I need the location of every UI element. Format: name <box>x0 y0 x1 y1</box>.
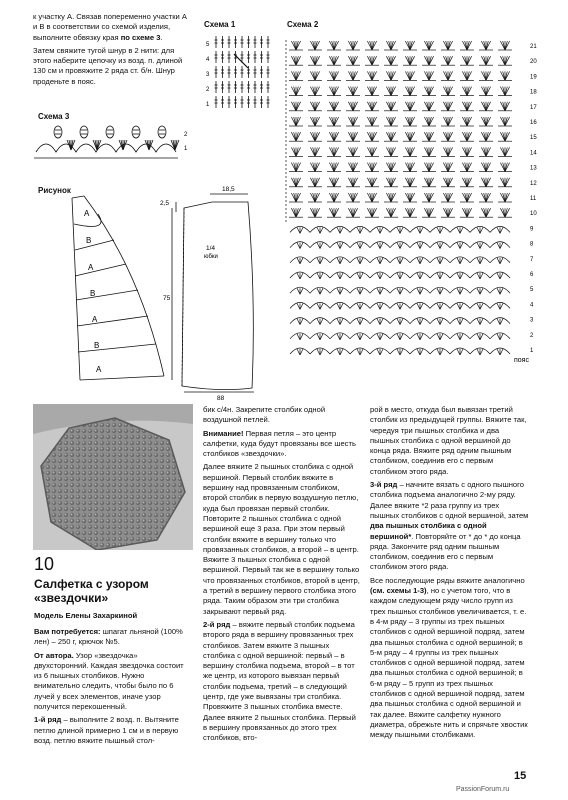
quarter-pattern-outline <box>182 202 253 390</box>
intro-paragraph: к участку А. Связав попеременно участки А и В в соответствии со схемой изделия, выполните обвязку края по схеме 3. <box>33 12 187 42</box>
panel-segment-label: А <box>84 209 90 218</box>
scheme2-row-number: 11 <box>530 196 537 202</box>
column-2: бик с/4н. Закрепите столбик одной воздушной петлей. Внимание! Первая петля – это центр салфетки, куда будут провязаны все шесть столбиков «звездочки». Далее вяжите 2 пышных столбика с одной вершиной. Первый столбик вяжите в вершину над провязанным столбиком, второй столбик в первую воздушную петлю, куда был провязан первый столбик. Повторите 2 пышных столбика с одной вершиной еще 3 раза. При этом первый столбик вяжите в вершину только что провязанных столбиков, а второй – в центр. Вяжите 3 пышных столбика с одной вершиной. Первый так же в вершину только что провязанных столбиков, второй в центр, а третий в вершину первого столбика этого ряда. Таким образом эти три столбика закрывают первый ряд. 2-й ряд – вяжите первый столбик подъема второго ряда в вершину провязанных трех столбиков. Затем вяжите 3 пышных столбика с одной вершиной: первый – в вершину столбика подъема, второй – в тот же центр, из которого вывязан первый столбик подъема, третий – в следующий центр, где уже вывязаны три столбика. Провяжите 3 пышных столбика вместе. Далее вяжите 2 пышных столбика. Первый в вершину провязанных до этого трех столбиков, вто- <box>203 405 360 743</box>
scheme3-row-number: 2 <box>184 132 188 138</box>
section-number: 10 <box>34 554 55 574</box>
dim-side: 2,5 <box>160 200 170 207</box>
top-text-block <box>33 12 191 90</box>
column-1: Вам потребуется: шпагат льняной (100% лен) – 250 г, крючок №5. От автора. Узор «звездочка» двухсторонний. Каждая звездочка состоит из 6 пышных столбиков. Нужно внимательно следить, чтобы было по 6 лучей у всех элементов, иначе узор получится перекошенный. 1-й ряд – выполните 2 возд. п. Вытяните петлю длиной примерно 1 см и в первую возд. петлю вяжите пышный стол- <box>34 627 184 745</box>
scheme2-row-number: 12 <box>530 180 537 187</box>
scheme2-label: Схема 2 <box>287 20 319 29</box>
panel-bottom-edge <box>80 376 164 380</box>
panel-segment-label: А <box>92 315 98 324</box>
skirt-word: юбки <box>204 254 218 260</box>
section-author: Модель Елены Захаркиной <box>34 611 138 620</box>
scheme2-row-number: 5 <box>530 287 534 294</box>
quarter-fraction: 1/4 <box>206 245 216 252</box>
scheme1-row-number: 1 <box>206 102 210 108</box>
scheme2-row-number: 16 <box>530 120 537 126</box>
scheme1-row-number: 2 <box>206 87 210 93</box>
scheme2-diagram <box>282 32 544 372</box>
scheme2-row-number: 21 <box>530 44 537 50</box>
scheme2-row-number: 14 <box>530 150 537 157</box>
scheme2-row-number: 10 <box>530 211 537 218</box>
panel-segment-label: В <box>86 236 92 245</box>
footer-site: PassionForum.ru <box>456 786 510 793</box>
doily-photo <box>33 404 193 550</box>
panel-segment-label: В <box>94 341 100 350</box>
panel-segment-label: А <box>88 263 94 272</box>
scheme2-row-number: 7 <box>530 256 534 263</box>
scheme2-row-number: 9 <box>530 226 534 233</box>
scheme3-label: Схема 3 <box>38 112 70 121</box>
dim-bottom: 88 <box>217 395 225 400</box>
cord-paragraph: Затем свяжите тугой шнур в 2 нити: для этого наберите цепочку из возд. п. длиной 130 см и провяжите 2 ряда ст. б/н. Шнур проденьте в пояс. <box>33 45 183 86</box>
scheme3-diagram <box>34 122 194 166</box>
scheme2-row-number: 20 <box>530 59 537 66</box>
scheme2-row-number: 18 <box>530 89 537 96</box>
skirt-drawing <box>60 180 280 400</box>
column-3: рой в место, откуда был вывязан третий столбик из предыдущей группы. Вяжите так, чередуя три пышных столбика и два пышных столбика с одной вершиной до конца ряда. Вяжите ряд одним пышным столбиком, соединив его с первым столбиком этого ряда. 3-й ряд – начните вязать с одного пышного столбика подъема аналогично 2-му ряду. Далее вяжите *2 раза группу из трех пышных столбиков с одной вершиной, затем два пышных столбика с одной вершиной*. Повторяйте от * до * до конца ряда. Закончите ряд одним пышным столбиком, соединив его с первым столбиком этого ряда. Все последующие ряды вяжите аналогично (см. схемы 1-3), но с учетом того, что в каждом следующем ряду число групп из трех пышных столбиков увеличивается, т. е. в 4-м ряду – 3 группы из трех пышных столбиков с одной вершиной подряд, затем два пышных столбика с одной вершиной; в 5-м ряду – 4 группы из трех пышных столбиков с одной вершиной подряд, затем два пышных столбика с одной вершиной; в 6-м ряду – 5 групп из трех пышных столбиков с одной вершиной подряд, затем два пышных столбика с одной вершиной и так далее. Вяжите салфетку нужного диаметра, обрежьте нить и спрячьте хвостик между пышными столбиками. <box>370 405 529 740</box>
scheme2-row-number: 4 <box>530 302 534 309</box>
scheme2-row-number: 17 <box>530 104 537 111</box>
drawing-label: Рисунок <box>38 186 71 195</box>
scheme2-row-number: 1 <box>530 348 534 354</box>
panel-segment-label: А <box>96 365 102 374</box>
dim-height: 75 <box>163 295 171 302</box>
page-number: 15 <box>514 770 527 782</box>
scheme1-row-number: 5 <box>206 42 210 48</box>
dim-top: 18,5 <box>222 186 235 193</box>
scheme2-row-number: 15 <box>530 135 537 142</box>
scheme2-row-number: 2 <box>530 332 534 339</box>
scheme1-row-number: 4 <box>206 57 210 63</box>
scheme1-diagram <box>204 32 276 112</box>
scheme2-row-number: 19 <box>530 74 537 81</box>
scheme2-row-number: 3 <box>530 317 534 324</box>
scheme2-row-number: 8 <box>530 241 534 248</box>
panel-segment-label: В <box>90 289 96 298</box>
section-title: Салфетка с узором «звездочки» <box>34 577 149 605</box>
scheme1-row-number: 3 <box>206 72 210 78</box>
scheme1-label: Схема 1 <box>204 20 236 29</box>
scheme2-row-number: 13 <box>530 165 537 172</box>
scheme3-row-number: 1 <box>184 146 188 152</box>
scheme2-row-number: 6 <box>530 272 534 278</box>
belt-label: пояс <box>514 357 529 364</box>
